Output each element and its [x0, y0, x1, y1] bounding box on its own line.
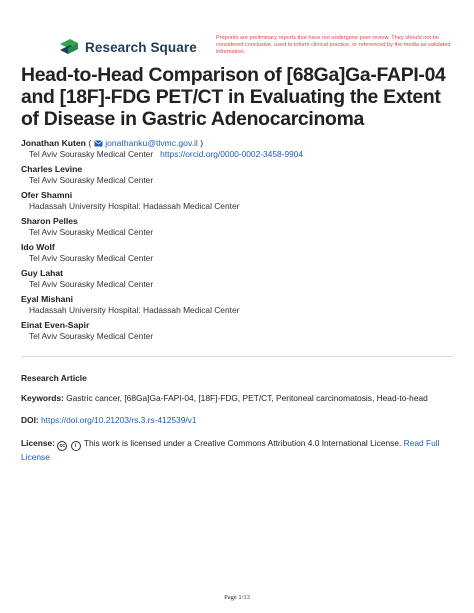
author-name: Eyal Mishani: [21, 294, 74, 304]
license-line: [21, 437, 461, 464]
author-email-link[interactable]: jonathanku@tlvmc.gov.il: [105, 138, 198, 148]
research-square-logo[interactable]: [58, 37, 197, 57]
author-affiliation: Hadassah University Hospital: Hadassah Medical Center: [29, 201, 240, 211]
page-number: Page 1/13: [224, 594, 250, 601]
author-affiliation: Tel Aviv Sourasky Medical Center: [29, 279, 154, 289]
keywords-label: Keywords:: [21, 393, 64, 403]
author-entry: [21, 216, 461, 238]
read-full-license-link[interactable]: Read Full License: [21, 438, 440, 462]
author-affiliation: Tel Aviv Sourasky Medical Center: [29, 227, 154, 237]
doi-link[interactable]: https://doi.org/10.21203/rs.3.rs-412539/v1: [41, 415, 197, 425]
author-name: Ofer Shamni: [21, 190, 73, 200]
doi-label: DOI:: [21, 415, 39, 425]
preprint-disclaimer: Preprints are preliminary reports that have not undergone peer review. They should not be considered conclusive, used to inform clinical practice, or referenced by the media as validated information.: [216, 35, 451, 56]
attribution-icon: i: [71, 441, 81, 451]
author-name: Guy Lahat: [21, 268, 64, 278]
creative-commons-icon: cc: [57, 441, 67, 451]
research-square-logo-icon: [58, 37, 80, 57]
author-entry: [21, 242, 461, 264]
author-entry: [21, 294, 461, 316]
doi-line: [21, 415, 461, 426]
author-list: [21, 138, 461, 346]
orcid-link[interactable]: https://orcid.org/0000-0002-3458-9904: [160, 149, 304, 159]
author-entry: [21, 138, 461, 160]
license-label: License:: [21, 438, 55, 448]
author-entry: [21, 268, 461, 290]
paper-title: Head-to-Head Comparison of [68Ga]Ga-FAPI-04 and [18F]-FDG PET/CT in Evaluating the Extent of Disease in Gastric Adenocarcinoma: [21, 64, 446, 130]
author-affiliation: Tel Aviv Sourasky Medical Center: [29, 253, 154, 263]
close-paren: ): [197, 138, 204, 148]
envelope-icon: [94, 140, 103, 147]
article-type: Research Article: [21, 373, 87, 383]
author-name: Einat Even-Sapir: [21, 320, 90, 330]
open-paren: (: [85, 138, 92, 148]
keywords-line: [21, 393, 461, 404]
author-affiliation: Tel Aviv Sourasky Medical Center: [29, 175, 154, 185]
keywords-value: Gastric cancer, [68Ga]Ga-FAPI-04, [18F]-FDG, PET/CT, Peritoneal carcinomatosis, Head-to-head: [66, 393, 428, 403]
author-affiliation: Tel Aviv Sourasky Medical Center: [29, 331, 154, 341]
logo-text: Research Square: [85, 39, 197, 55]
author-name: Charles Levine: [21, 164, 83, 174]
author-entry: [21, 164, 461, 186]
author-affiliation: Tel Aviv Sourasky Medical Center: [29, 149, 154, 159]
author-name: Ido Wolf: [21, 242, 55, 252]
author-entry: [21, 320, 461, 342]
section-divider: [21, 356, 453, 357]
license-text: This work is licensed under a Creative Commons Attribution 4.0 International License.: [83, 438, 402, 448]
author-name: Sharon Pelles: [21, 216, 78, 226]
author-entry: [21, 190, 461, 212]
author-name: Jonathan Kuten: [21, 138, 86, 148]
author-affiliation: Hadassah University Hospital: Hadassah Medical Center: [29, 305, 240, 315]
